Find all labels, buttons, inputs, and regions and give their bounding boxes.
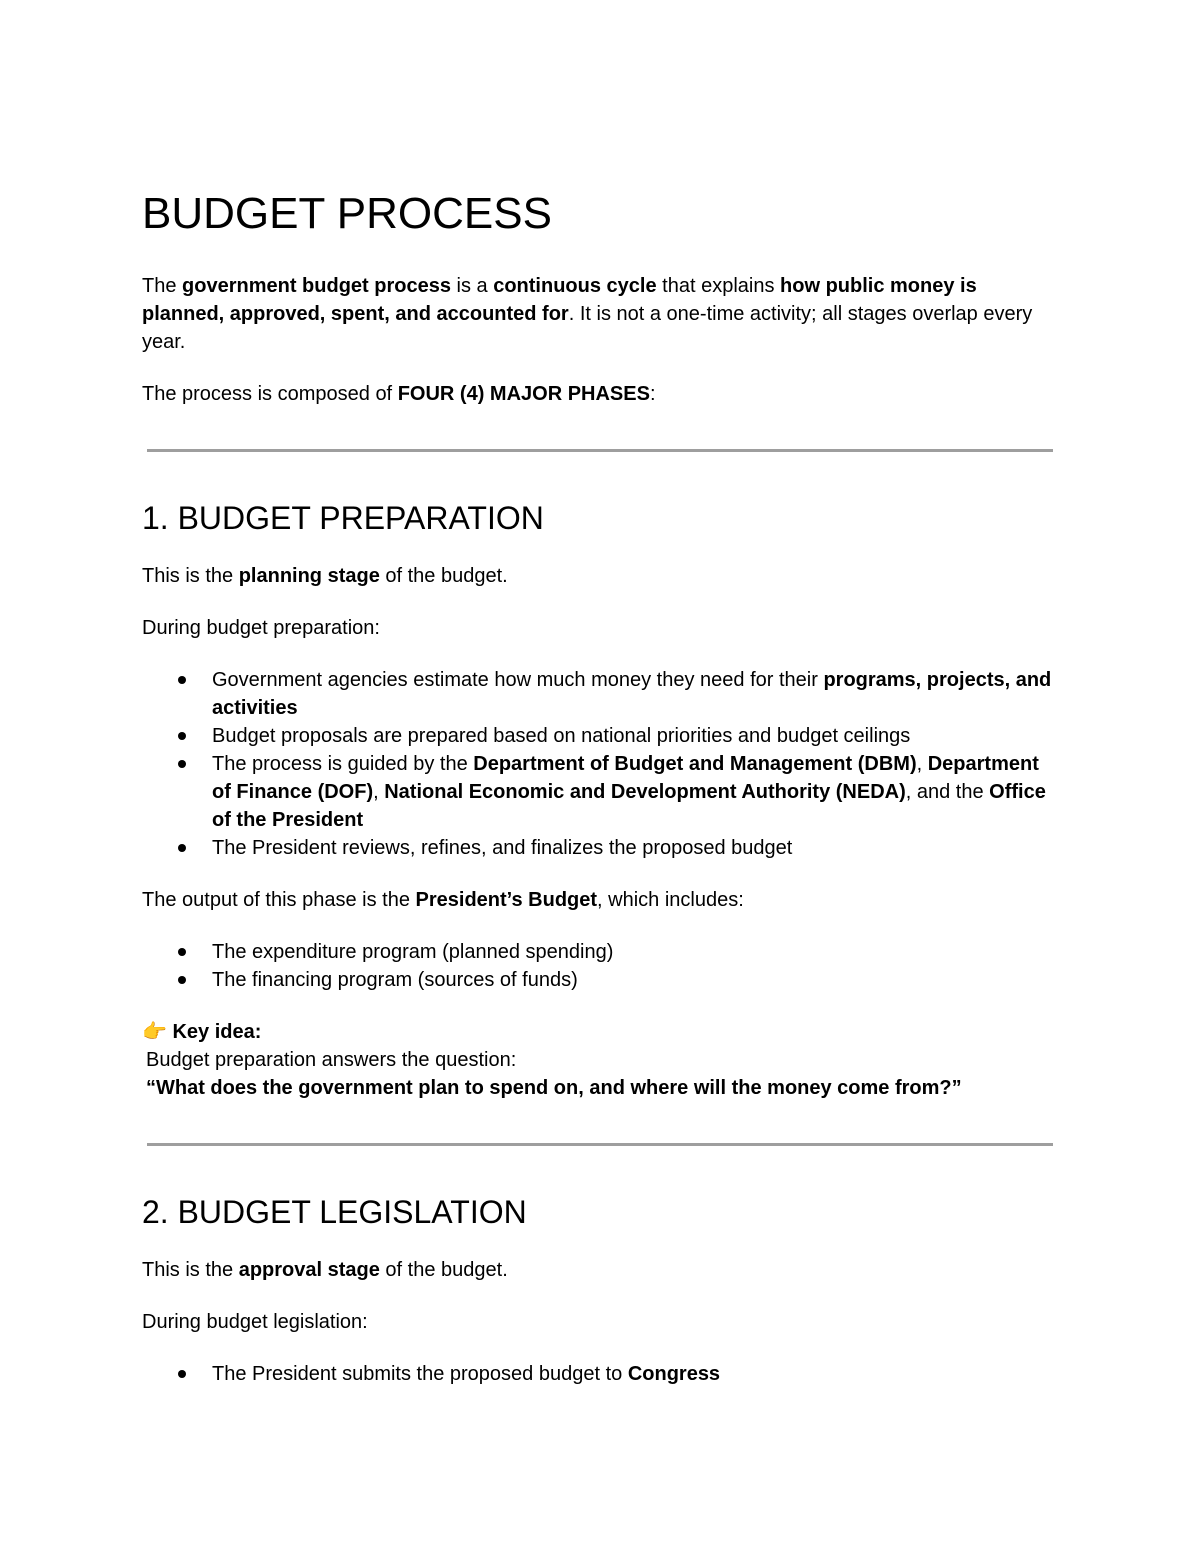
key-idea-question: “What does the government plan to spend on, and where will the money come from?” [146, 1077, 962, 1099]
bullet-icon [178, 844, 186, 852]
bullet-icon [178, 976, 186, 984]
bullet-icon [178, 760, 186, 768]
key-idea-text: Budget preparation answers the question: [146, 1049, 517, 1071]
section-heading-budget-legislation: 2. BUDGET LEGISLATION [142, 1194, 527, 1230]
list-item: The financing program (sources of funds) [142, 966, 1062, 994]
preparation-bullet-list [142, 666, 1062, 862]
bullet-icon [178, 676, 186, 684]
list-item: The expenditure program (planned spending) [142, 938, 1062, 966]
list-item: The President reviews, refines, and finalizes the proposed budget [142, 834, 1062, 862]
legislation-during-paragraph: During budget legislation: [142, 1311, 368, 1333]
page-title: BUDGET PROCESS [142, 189, 552, 238]
pointing-hand-icon: 👉 [142, 1021, 167, 1043]
preparation-output-paragraph: The output of this phase is the President’s Budget, which includes: [142, 889, 744, 911]
preparation-during-paragraph: During budget preparation: [142, 617, 380, 639]
legislation-bullet-list [142, 1360, 1062, 1388]
output-bullet-list [142, 938, 1062, 994]
bullet-icon [178, 1370, 186, 1378]
list-item: Budget proposals are prepared based on national priorities and budget ceilings [142, 722, 1062, 750]
list-item: The process is guided by the Department of Budget and Management (DBM), Department of Finance (DOF), National Economic and Development Authority (NEDA), and the Office of the President [142, 750, 1062, 834]
list-item: Government agencies estimate how much money they need for their programs, projects, and activities [142, 666, 1062, 722]
key-idea-label: 👉 Key idea: [142, 1021, 262, 1043]
legislation-stage-paragraph: This is the approval stage of the budget. [142, 1259, 508, 1281]
phases-paragraph: The process is composed of FOUR (4) MAJOR PHASES: [142, 383, 656, 405]
preparation-stage-paragraph: This is the planning stage of the budget. [142, 565, 508, 587]
intro-paragraph: The government budget process is a continuous cycle that explains how public money is planned, approved, spent, and accounted for. It is not a one-time activity; all stages overlap every year. [142, 275, 1033, 353]
bullet-icon [178, 948, 186, 956]
bullet-icon [178, 732, 186, 740]
list-item: The President submits the proposed budget to Congress [142, 1360, 1062, 1388]
document-content [142, 188, 1062, 1388]
section-heading-budget-preparation: 1. BUDGET PREPARATION [142, 500, 544, 536]
